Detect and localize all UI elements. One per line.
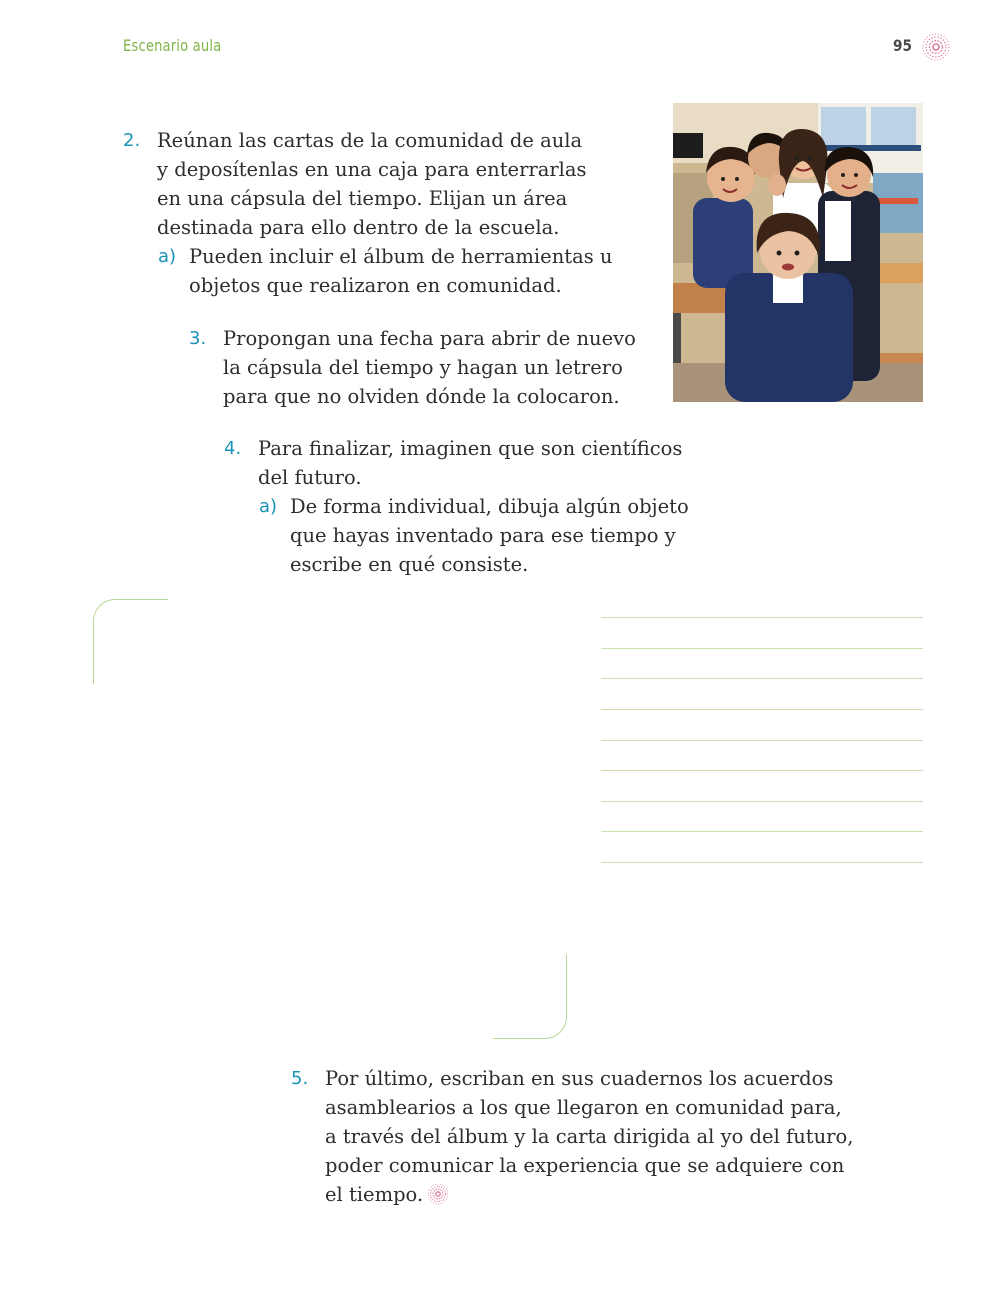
item-text: Para finalizar, imaginen que son científicos del futuro. bbox=[258, 437, 683, 489]
classroom-photo bbox=[673, 103, 923, 402]
writing-line[interactable] bbox=[601, 862, 923, 863]
activity-item-5 bbox=[291, 1064, 885, 1209]
activity-item-4a bbox=[259, 492, 730, 579]
item-5-text: Por último, escriban en sus cuadernos los acuerdos asamblearios a los que llegaron en comunidad para, a través del álbum y la carta dirigida al yo del futuro, poder comunicar la experiencia que se adquiere con el tiempo. bbox=[325, 1067, 854, 1206]
activity-item-4 bbox=[224, 434, 728, 492]
writing-line[interactable] bbox=[601, 648, 923, 649]
sub-item-text: Pueden incluir el álbum de herramientas u objetos que realizaron en comunidad. bbox=[189, 245, 613, 297]
item-number: 4. bbox=[224, 438, 242, 459]
rosette-icon bbox=[921, 32, 951, 62]
writing-line[interactable] bbox=[601, 709, 923, 710]
activity-item-2 bbox=[123, 126, 627, 242]
section-title: Escenario aula bbox=[123, 36, 222, 55]
drawing-area-corner-top-left bbox=[93, 599, 168, 684]
item-text bbox=[325, 1064, 885, 1209]
page-number: 95 bbox=[893, 36, 912, 55]
sub-item-letter: a) bbox=[158, 246, 177, 267]
writing-line[interactable] bbox=[601, 831, 923, 832]
item-number: 5. bbox=[291, 1068, 309, 1089]
drawing-area-corner-bottom-right bbox=[493, 954, 567, 1039]
sub-item-letter: a) bbox=[259, 496, 278, 517]
activity-item-2a bbox=[158, 242, 659, 300]
writing-line[interactable] bbox=[601, 740, 923, 741]
writing-line[interactable] bbox=[601, 770, 923, 771]
writing-line[interactable] bbox=[601, 801, 923, 802]
rosette-icon bbox=[427, 1183, 449, 1205]
item-text: Reúnan las cartas de la comunidad de aula y deposítenlas en una caja para enterrarlas en una cápsula del tiempo. Elijan un área destinada para ello dentro de la escuela. bbox=[157, 129, 587, 239]
item-text: Propongan una fecha para abrir de nuevo la cápsula del tiempo y hagan un letrero para que no olviden dónde la colocaron. bbox=[223, 327, 636, 408]
item-number: 3. bbox=[189, 328, 207, 349]
writing-line[interactable] bbox=[601, 678, 923, 679]
activity-item-3 bbox=[189, 324, 663, 411]
item-number: 2. bbox=[123, 130, 141, 151]
sub-item-text: De forma individual, dibuja algún objeto que hayas inventado para ese tiempo y escribe en qué consiste. bbox=[290, 495, 689, 576]
writing-line[interactable] bbox=[601, 617, 923, 618]
